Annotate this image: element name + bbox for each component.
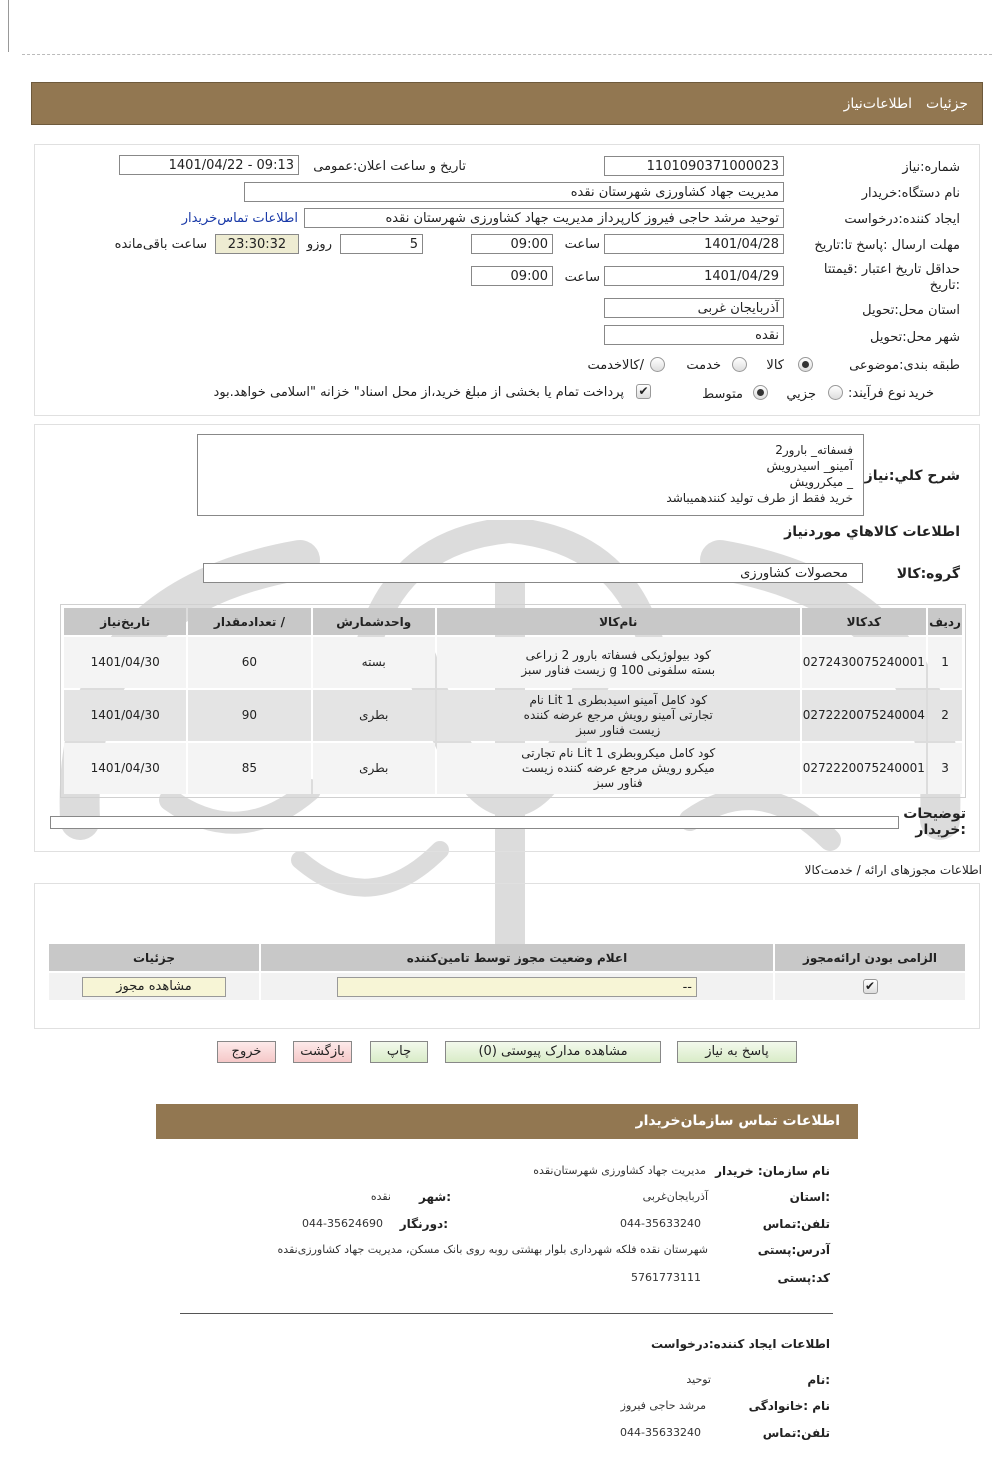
- row-name: [437, 743, 800, 794]
- process-label: نوع فرآیند:: [848, 386, 906, 401]
- top-divider: [22, 54, 992, 55]
- col-date: تاریخ‌نیاز: [64, 608, 186, 635]
- col-qty: / تعدادمقدار: [188, 608, 310, 635]
- license-status-cell: [261, 973, 773, 1000]
- license-required-cell: [775, 973, 965, 1000]
- description-box: [197, 434, 864, 516]
- contact-fax-label: :دورنگار: [399, 1217, 448, 1231]
- buyer-org-field: مدیریت جهاد کشاورزی شهرستان نقده: [244, 182, 784, 202]
- creator-family-label: نام :خانوادگی: [748, 1399, 830, 1413]
- remaining-label: ساعت باقی‌مانده: [114, 237, 207, 252]
- category-goods-radio[interactable]: [798, 357, 813, 372]
- process-medium-radio[interactable]: [753, 385, 768, 400]
- city-field: نقده: [604, 325, 784, 345]
- treasury-payment-checkbox[interactable]: ✔: [636, 384, 651, 399]
- goods-group-label: گروه:کالا: [896, 566, 960, 582]
- page-header-bar: [31, 82, 983, 125]
- contact-postal-value: 5761773111: [631, 1271, 701, 1284]
- contact-city-value: نقده: [370, 1190, 391, 1203]
- creator-name-label: :نام: [807, 1373, 830, 1387]
- row-name-text: کود کامل آمینو اسیدبطری 1 Lit نام تجارتی آمینو رویش مرجع عرضه کننده زیست فناور سبز: [523, 693, 713, 737]
- process-medium-label: متوسط: [702, 387, 743, 402]
- row-code: 0272430075240001: [802, 637, 926, 688]
- deadline-label: مهلت ارسال :پاسخ تا:تاریخ: [814, 238, 960, 253]
- row-name-text: کود بیولوژیکی فسفاته بارور 2 زراعی بسته سلفونی 100 g زیست فناور سبز: [521, 647, 716, 677]
- row-code: 0272220075240001: [802, 743, 926, 794]
- page-edge-line: [8, 0, 9, 52]
- contact-divider: [180, 1313, 833, 1314]
- validity-time-label: ساعت: [564, 270, 600, 285]
- need-number-field: 1101090371000023: [604, 156, 784, 176]
- table-row: [49, 973, 965, 1000]
- validity-time-field: 09:00: [471, 266, 553, 286]
- col-license-required: الزامی بودن ارائه‌مجوز: [775, 944, 965, 971]
- license-status-field[interactable]: --: [337, 977, 697, 997]
- category-goods-service-label: /کالاخدمت: [587, 358, 644, 373]
- row-unit: بطری: [313, 743, 435, 794]
- creator-phone-value: 044-35633240: [620, 1426, 701, 1439]
- row-code: 0272220075240004: [802, 690, 926, 741]
- validity-label: حداقل تاریخ اعتبار :قیمتتا :تاریخ: [823, 262, 960, 293]
- row-date: 1401/04/30: [64, 637, 186, 688]
- days-field: 5: [340, 234, 423, 254]
- description-line: فسفاته_ بارور2: [775, 443, 853, 457]
- creator-label: ایجاد کننده:درخواست: [844, 212, 960, 227]
- print-button[interactable]: چاپ: [370, 1041, 428, 1063]
- category-label: طبقه بندی:موضوعی: [849, 358, 960, 373]
- announce-field: 1401/04/22 - 09:13: [119, 155, 299, 175]
- exit-button[interactable]: خروج: [217, 1041, 276, 1063]
- deadline-time-label: ساعت: [564, 237, 600, 252]
- row-qty: 90: [188, 690, 310, 741]
- remaining-time-field: 23:30:32: [215, 234, 299, 254]
- contact-city-label: :شهر: [419, 1190, 451, 1204]
- description-line: خرید فقط از طرف تولید کنندهمیباشد: [666, 491, 853, 505]
- creator-family-value: مرشد حاجی فیروز: [620, 1399, 706, 1412]
- category-goods-service-radio[interactable]: [650, 357, 665, 372]
- days-label: روزو: [306, 237, 332, 252]
- contact-address-label: آدرس:پستی: [757, 1243, 830, 1257]
- announce-label: تاریخ و ساعت اعلان:عمومی: [313, 159, 466, 174]
- province-field: آذربایجان غربی: [604, 298, 784, 318]
- tab-need-info[interactable]: اطلاعات‌نیاز: [843, 96, 912, 112]
- buyer-org-label: نام دستگاه:خریدار: [861, 186, 960, 201]
- deadline-date-field: 1401/04/28: [604, 234, 784, 254]
- licenses-table: [47, 942, 967, 1002]
- contact-province-value: آذربایجان‌غربی: [642, 1190, 708, 1203]
- col-row: ردیف: [928, 608, 962, 635]
- col-license-status: اعلام وضعیت مجوز توسط تامین‌کننده: [261, 944, 773, 971]
- row-name-text: کود کامل میکروبطری 1 Lit نام تجارتی میکرو رویش مرجع عرضه کننده زیست فناور سبز: [521, 746, 716, 790]
- contact-postal-label: کد:پستی: [777, 1271, 830, 1285]
- row-index: 3: [928, 743, 962, 794]
- validity-date-field: 1401/04/29: [604, 266, 784, 286]
- row-qty: 60: [188, 637, 310, 688]
- description-line: آمینو_ اسیدرویش: [766, 459, 853, 473]
- row-name: [437, 637, 800, 688]
- goods-table: [62, 606, 964, 796]
- category-service-label: خدمت: [686, 358, 721, 373]
- creator-phone-label: تلفن:تماس: [762, 1426, 830, 1440]
- buyer-contact-link[interactable]: اطلاعات تماس‌خریدار: [181, 211, 298, 226]
- category-service-radio[interactable]: [732, 357, 747, 372]
- need-number-label: شماره:نیاز: [902, 160, 960, 175]
- back-button[interactable]: بازگشت: [293, 1041, 352, 1063]
- description-label: شرح کلي:نياز: [864, 468, 960, 484]
- category-goods-label: کالا: [766, 358, 784, 373]
- goods-group-field: محصولات کشاورزی: [203, 563, 863, 583]
- col-license-details: جزئیات: [49, 944, 259, 971]
- row-unit: بطری: [313, 690, 435, 741]
- licenses-title: اطلاعات مجوزهای ارائه / خدمت‌کالا: [804, 863, 982, 877]
- reply-to-need-button[interactable]: پاسخ به نیاز: [677, 1041, 797, 1063]
- row-name: [437, 690, 800, 741]
- license-details-cell: [49, 973, 259, 1000]
- creator-info-title: اطلاعات ایجاد کننده:درخواست: [650, 1337, 830, 1351]
- table-row: [64, 637, 962, 688]
- row-unit: بسته: [313, 637, 435, 688]
- creator-name-value: توحید: [686, 1373, 711, 1386]
- process-partial-label: جزيي: [786, 387, 816, 402]
- buyer-contact-header: اطلاعات تماس سازمان‌خریدار: [156, 1104, 858, 1139]
- description-line: _ میکررویش: [789, 475, 853, 489]
- buyer-notes-field: [50, 816, 899, 829]
- buyer-notes-label: توضیحات :خریدار: [903, 806, 966, 838]
- view-license-button[interactable]: مشاهده مجوز: [82, 977, 226, 997]
- row-qty: 85: [188, 743, 310, 794]
- table-row: [64, 743, 962, 794]
- row-date: 1401/04/30: [64, 690, 186, 741]
- row-index: 2: [928, 690, 962, 741]
- contact-fax-value: 044-35624690: [302, 1217, 383, 1230]
- deadline-time-field: 09:00: [471, 234, 553, 254]
- contact-org-label: نام سازمان: خریدار: [715, 1164, 830, 1178]
- licenses-table-header: [49, 944, 965, 971]
- tab-details[interactable]: جزئیات: [926, 96, 968, 112]
- view-attachments-button[interactable]: مشاهده مدارک پیوستی (0): [445, 1041, 661, 1063]
- col-code: کدکالا: [802, 608, 926, 635]
- license-required-checkbox[interactable]: ✔: [863, 979, 878, 994]
- goods-section-title: اطلاعات کالاهاي موردنياز: [784, 524, 960, 540]
- row-index: 1: [928, 637, 962, 688]
- treasury-payment-note: پرداخت تمام یا بخشی از مبلغ خرید،از محل اسناد" خزانه "اسلامی خواهد.بود: [213, 385, 624, 400]
- col-name: نام‌کالا: [437, 608, 800, 635]
- contact-address-value: شهرستان نقده فلکه شهرداری بلوار بهشتی روبه روی بانک مسکن، مدیریت جهاد کشاورزی‌نقده: [277, 1243, 708, 1256]
- process-partial-radio[interactable]: [828, 385, 843, 400]
- col-unit: واحدشمارش: [313, 608, 435, 635]
- row-date: 1401/04/30: [64, 743, 186, 794]
- contact-org-value: مدیریت جهاد کشاورزی شهرستان‌نقده: [533, 1164, 706, 1177]
- contact-phone-value: 044-35633240: [620, 1217, 701, 1230]
- contact-province-label: :استان: [789, 1190, 830, 1204]
- contact-phone-label: تلفن:تماس: [762, 1217, 830, 1231]
- creator-field: توحید مرشد حاجی فیروز کارپرداز مدیریت جهاد کشاورزی شهرستان نقده: [304, 208, 784, 228]
- process-buy-label: خرید: [908, 386, 934, 401]
- city-label: شهر محل:تحویل: [870, 330, 960, 345]
- province-label: استان محل:تحویل: [862, 303, 960, 318]
- goods-table-header: [64, 608, 962, 635]
- table-row: [64, 690, 962, 741]
